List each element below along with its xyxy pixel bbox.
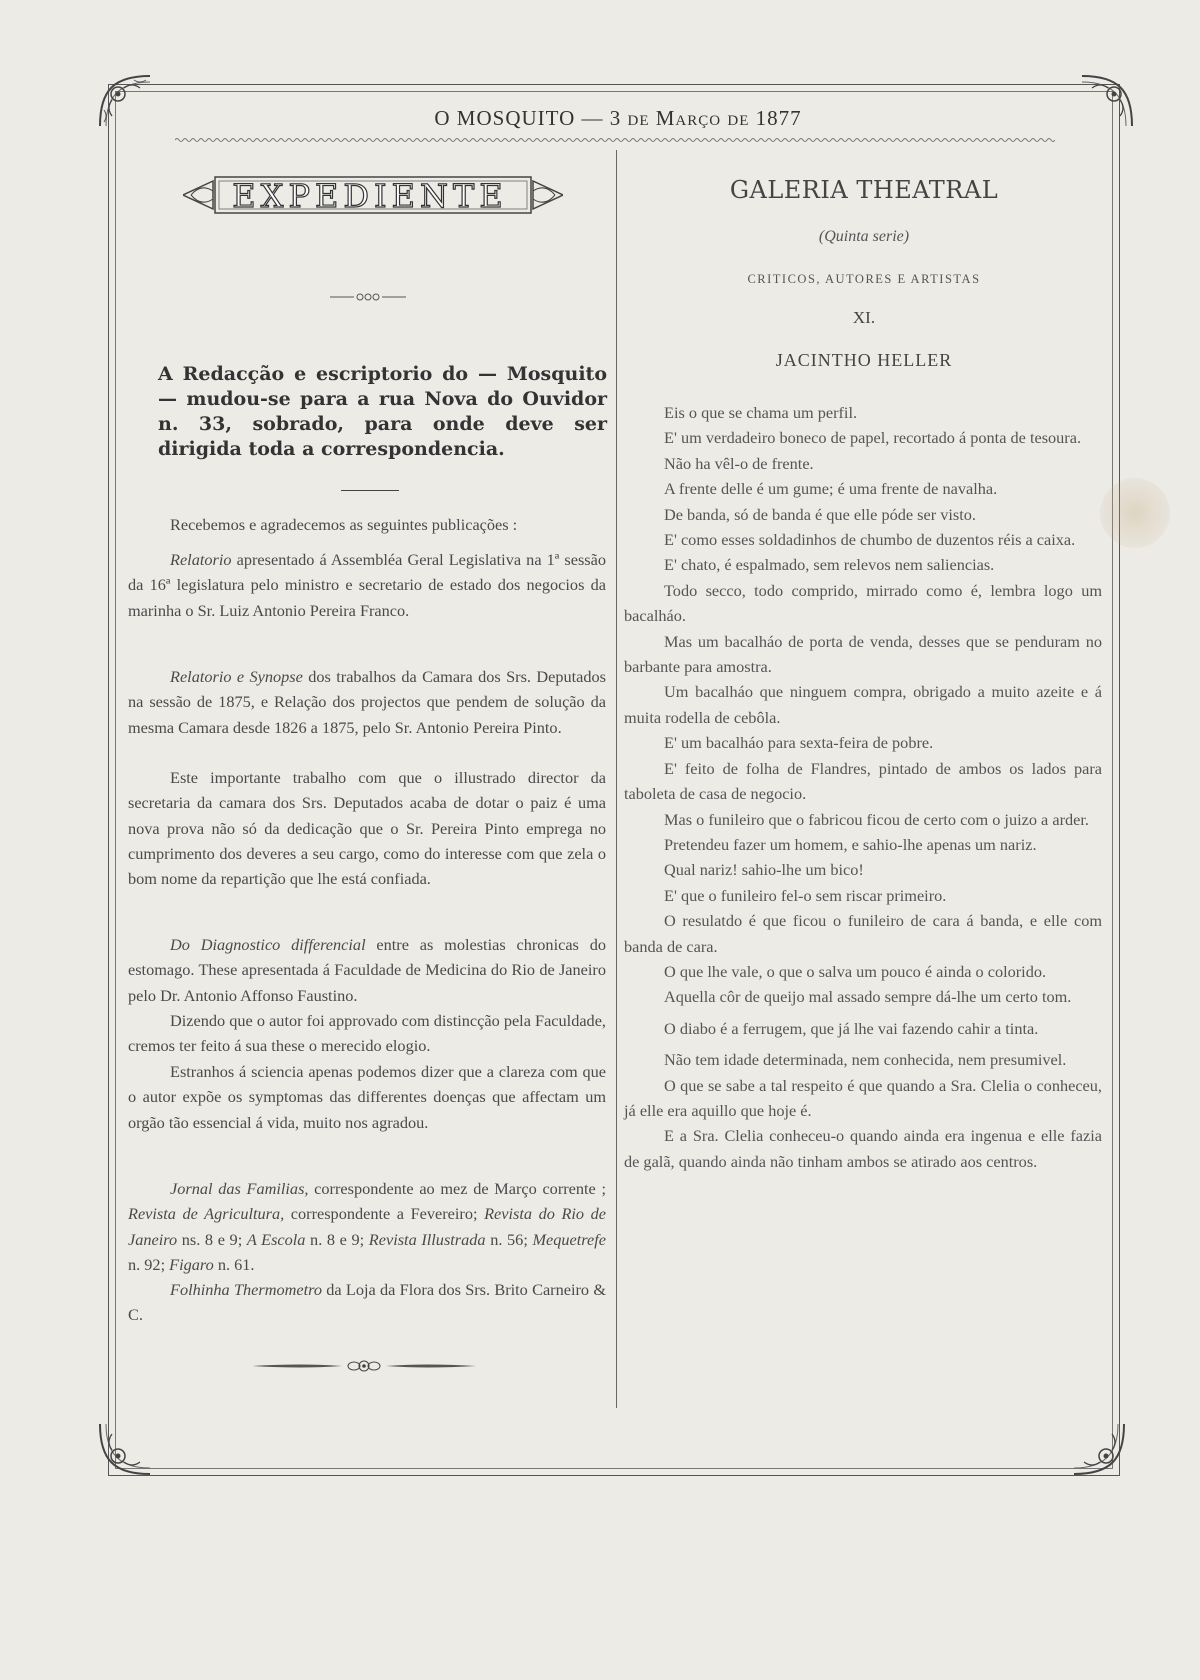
series-label: (Quinta serie) (818, 228, 910, 245)
periodical-title: Revista Illustrada (368, 1229, 486, 1249)
section-subtitle: CRITICOS, AUTORES E ARTISTAS (747, 272, 981, 286)
periodical-title: Figaro (169, 1254, 214, 1274)
paragraph-text: ns. 8 e 9; (177, 1229, 247, 1249)
profile-paragraph: O que se sabe a tal respeito é que quando a Sra. Clelia o conheceu, já elle era aquillo que hoje é. (624, 1075, 1102, 1120)
profile-paragraph: Não tem idade determinada, nem conhecida, nem presumivel. (664, 1050, 1067, 1070)
column-divider (616, 150, 617, 1408)
paragraph-text: correspondente a Fevereiro; (284, 1204, 485, 1224)
profile-paragraph: Mas o funileiro que o fabricou ficou de certo com o juizo a arder. (664, 809, 1089, 829)
publication-title: Folhinha Thermometro (170, 1280, 323, 1299)
corner-ornament-bottom-left (94, 1418, 156, 1480)
profile-name: JACINTHO HELLER (775, 350, 953, 370)
publication-title: Relatorio (170, 550, 232, 569)
profile-paragraph: Qual nariz! sahio-lhe um bico! (664, 860, 864, 880)
publication-title: Do Diagnostico differencial (170, 935, 366, 954)
profile-paragraph: E' um bacalháo para sexta-feira de pobre. (664, 733, 934, 753)
publications-intro: Recebemos e agradecemos as seguintes publicações : (170, 515, 518, 534)
profile-paragraph: E' como esses soldadinhos de chumbo de duzentos réis a caixa. (664, 530, 1076, 550)
profile-paragraph: Pretendeu fazer um homem, e sahio-lhe apenas um nariz. (664, 834, 1037, 854)
page-header (0, 106, 1200, 131)
paragraph-diagnostico (128, 932, 606, 1008)
profile-paragraph: E' um verdadeiro boneco de papel, recortado á ponta de tesoura. (664, 428, 1082, 448)
newspaper-title: O MOSQUITO (434, 106, 576, 130)
paragraph-text: n. 92; (128, 1254, 170, 1274)
paragraph-periodicals (128, 1176, 606, 1277)
header-dash: — (581, 106, 604, 130)
profile-paragraph: E a Sra. Clelia conheceu-o quando ainda era ingenua e elle fazia de galã, quando ainda não tinham ambos se atirado aos centros. (624, 1126, 1102, 1171)
profile-paragraph: Aquella côr de queijo mal assado sempre dá-lhe um certo tom. (664, 987, 1072, 1007)
galeria-theatral-title: GALERIA THEATRAL (729, 176, 999, 204)
paragraph-text: n. 8 e 9; (305, 1229, 369, 1249)
periodical-title: A Escola (246, 1229, 306, 1249)
profile-paragraph: O resulatdo é que ficou o funileiro de cara á banda, e elle com banda de cara. (624, 911, 1102, 956)
short-rule (341, 490, 399, 491)
profile-paragraph: Mas um bacalháo de porta de venda, desses que se penduram no barbante para amostra. (624, 631, 1102, 677)
periodical-title: Mequetrefe (532, 1229, 606, 1249)
paragraph-text: apresentado á Assembléa Geral Legislativa na 1ª sessão da 16ª legislatura pelo ministro e secretario de estado dos negocios da marinha o Sr. Luiz Antonio Pereira Franco. (128, 550, 606, 620)
profile-paragraph: E' feito de folha de Flandres, pintado de ambos os lados para taboleta de casa de negocio. (624, 758, 1102, 804)
expediente-heading: EXPEDIENTE (232, 177, 508, 215)
publication-title: Relatorio e Synopse (170, 667, 303, 686)
wavy-rule (175, 136, 1055, 144)
issue-date: 3 de Março de 1877 (609, 106, 802, 130)
paragraph-estranhos: Estranhos á sciencia apenas podemos dizer que a clareza com que o autor expõe os symptomas das differentes doenças que affectam um orgão tão essencial á vida, muito nos agradou. (128, 1062, 606, 1132)
article-number: XI. (852, 308, 876, 327)
profile-paragraph: E' que o funileiro fel-o sem riscar primeiro. (664, 885, 947, 905)
profile-paragraph: Todo secco, todo comprido, mirrado como é, lembra logo um bacalháo. (624, 580, 1102, 626)
profile-paragraph: Um bacalháo que ninguem compra, obrigado a muito azeite e á muita rodella de cebôla. (624, 682, 1102, 727)
paragraph-text: da Loja da Flora dos Srs. Brito Carneiro & C. (128, 1280, 606, 1325)
paragraph-text: n. 61. (213, 1254, 255, 1274)
paragraph-relatorio-marinha (128, 547, 606, 623)
profile-paragraph: O que lhe vale, o que o salva um pouco é ainda o colorido. (664, 961, 1047, 981)
paper-stain (1100, 478, 1170, 548)
profile-paragraph: O diabo é a ferrugem, que já lhe vai fazendo cahir a tinta. (664, 1018, 1039, 1038)
relocation-notice: A Redacção e escriptorio do — Mosquito — mudou-se para a rua Nova do Ouvidor n. 33, sobrado, para onde deve ser dirigida toda a correspondencia. (158, 363, 607, 460)
profile-paragraph: Eis o que se chama um perfil. (664, 403, 858, 422)
small-ornament-divider (330, 292, 406, 302)
paragraph-dizendo: Dizendo que o autor foi approvado com distincção pela Faculdade, cremos ter feito á sua these o merecido elogio. (128, 1011, 606, 1056)
profile-article-body (624, 400, 1102, 1174)
periodical-title: Revista de Agricultura, (128, 1204, 285, 1224)
paragraph-importante-trabalho: Este importante trabalho com que o illustrado director da secretaria da camara dos Srs. Deputados acaba de dotar o paiz é uma nova prova não só da dedicação que o Sr. Pereira Pinto emprega no cumprimento dos deveres a seu cargo, como do interesse com que zela o bom nome da repartição que lhe está confiada. (128, 768, 606, 889)
profile-paragraph: A frente delle é um gume; é uma frente de navalha. (664, 479, 998, 499)
profile-paragraph: De banda, só de banda é que elle póde ser visto. (664, 504, 976, 524)
paragraph-text: n. 56; (485, 1229, 533, 1249)
profile-paragraph: E' chato, é espalmado, sem relevos nem saliencias. (664, 555, 995, 575)
paragraph-folhinha (128, 1277, 606, 1328)
periodical-title: Revista do Rio de Janeiro (128, 1204, 606, 1249)
paragraph-text: dos trabalhos da Camara dos Srs. Deputados na sessão de 1875, e Relação dos projectos que pendem de solução da mesma Camara desde 1826 a 1875, pelo Sr. Antonio Pereira Pinto. (128, 667, 606, 737)
bottom-ornament-divider (252, 1360, 476, 1372)
paragraph-text: entre as molestias chronicas do estomago. These apresentada á Faculdade de Medicina do Rio de Janeiro pelo Dr. Antonio Affonso Faustino. (128, 935, 606, 1005)
corner-ornament-bottom-right (1068, 1418, 1130, 1480)
paragraph-text: correspondente ao mez de Março corrente ; (308, 1179, 606, 1198)
profile-paragraph: Não ha vêl-o de frente. (664, 453, 814, 473)
periodical-title: Jornal das Familias, (170, 1179, 309, 1198)
paragraph-relatorio-camara (128, 664, 606, 740)
